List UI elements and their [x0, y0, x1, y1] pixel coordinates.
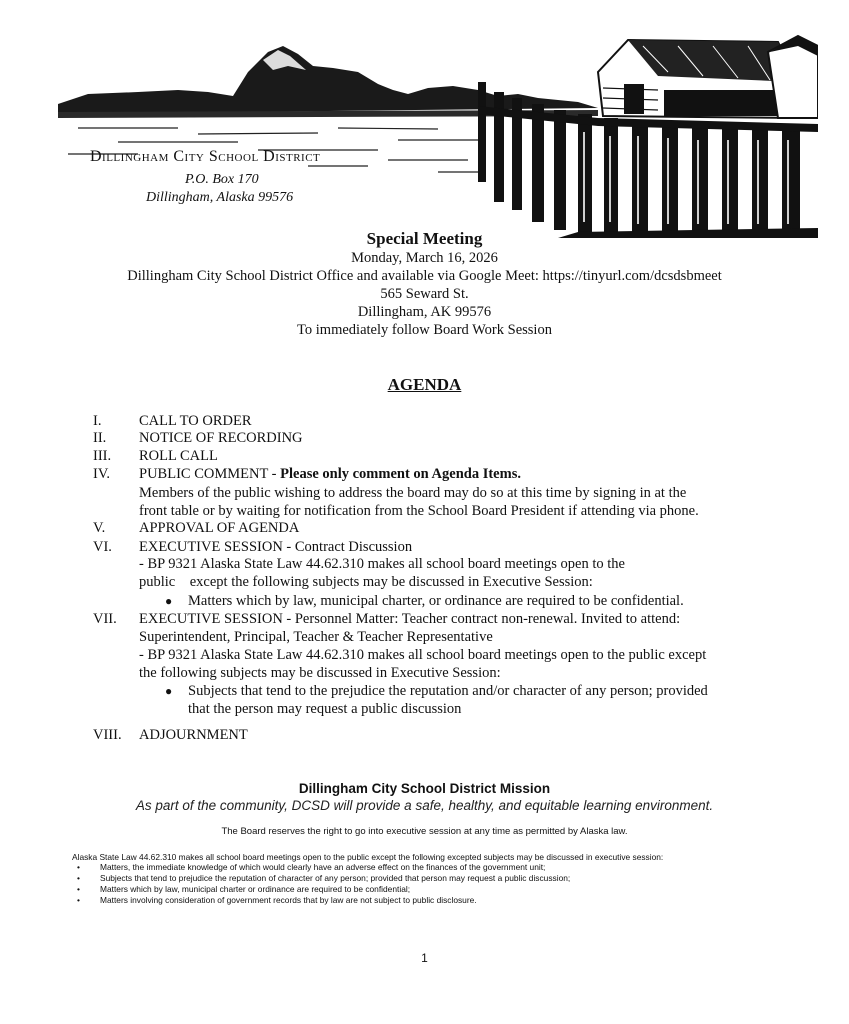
law-item-2: Subjects that tend to prejudice the reputation of character of any person; provided that person may request a public discussion; — [100, 873, 571, 883]
bullet-icon: • — [77, 873, 80, 883]
law-intro: Alaska State Law 44.62.310 makes all school board meetings open to the public except the following excepted subjects may be discussed in executive session: — [72, 852, 664, 862]
executive-session-law-2: public except the following subjects may be discussed in Executive Session: — [139, 574, 593, 590]
meeting-date: Monday, March 16, 2026 — [351, 250, 498, 266]
agenda-item-approval-of-agenda: APPROVAL OF AGENDA — [139, 520, 300, 536]
meeting-street: 565 Seward St. — [380, 286, 469, 302]
agenda-item-number: IV. — [93, 466, 111, 482]
agenda-item-executive-session-personnel: EXECUTIVE SESSION - Personnel Matter: Teacher contract non-renewal. Invited to attend: — [139, 611, 681, 627]
personnel-law-1: - BP 9321 Alaska State Law 44.62.310 makes all school board meetings open to the public except — [139, 647, 707, 663]
personnel-bullet-line-1: Subjects that tend to the prejudice the reputation and/or character of any person; provided — [188, 683, 708, 699]
address-line-1: P.O. Box 170 — [185, 172, 259, 187]
executive-session-reservation: The Board reserves the right to go into executive session at any time as permitted by Alaska law. — [221, 826, 628, 837]
meeting-city: Dillingham, AK 99576 — [357, 304, 492, 320]
personnel-law-2: the following subjects may be discussed in Executive Session: — [139, 665, 501, 681]
personnel-invitees: Superintendent, Principal, Teacher & Teacher Representative — [139, 629, 493, 645]
agenda-item-number: I. — [93, 413, 102, 429]
bullet-icon: • — [77, 862, 80, 872]
agenda-item-notice-of-recording: NOTICE OF RECORDING — [139, 430, 303, 446]
meeting-timing: To immediately follow Board Work Session — [297, 322, 552, 338]
page-number: 1 — [421, 951, 428, 965]
bullet-icon: • — [77, 884, 80, 894]
public-comment-instructions-1: Members of the public wishing to address the board may do so at this time by signing in at the — [139, 485, 687, 501]
district-name: Dillingham City School District — [90, 148, 321, 165]
address-line-2: Dillingham, Alaska 99576 — [146, 190, 294, 205]
law-item-3: Matters which by law, municipal charter or ordinance are required to be confidential; — [100, 884, 411, 894]
public-comment-instructions-2: front table or by waiting for notification from the School Board President if attending via phone. — [139, 503, 699, 519]
meeting-title: Special Meeting — [366, 229, 483, 248]
mission-statement: As part of the community, DCSD will provide a safe, healthy, and equitable learning environment. — [135, 798, 714, 813]
agenda-item-number: VI. — [93, 539, 112, 555]
executive-session-bullet-confidential: Matters which by law, municipal charter, or ordinance are required to be confidential. — [188, 593, 684, 609]
agenda-item-adjournment: ADJOURNMENT — [139, 727, 248, 743]
public-comment-note: Please only comment on Agenda Items. — [280, 466, 521, 482]
mission-heading: Dillingham City School District Mission — [298, 781, 551, 796]
agenda-item-number: VIII. — [93, 727, 122, 743]
public-comment-label: PUBLIC COMMENT - — [139, 466, 281, 482]
agenda-item-public-comment — [139, 466, 521, 483]
agenda-item-executive-session-contract: EXECUTIVE SESSION - Contract Discussion — [139, 539, 413, 555]
executive-session-law-1: - BP 9321 Alaska State Law 44.62.310 makes all school board meetings open to the — [139, 556, 625, 572]
bullet-icon: ● — [165, 684, 173, 698]
agenda-item-number: V. — [93, 520, 106, 536]
agenda-item-number: VII. — [93, 611, 117, 627]
personnel-bullet-line-2: that the person may request a public discussion — [188, 701, 462, 717]
agenda-heading: AGENDA — [387, 375, 462, 394]
law-item-1: Matters, the immediate knowledge of which would clearly have an adverse effect on the finances of the government unit; — [100, 862, 546, 872]
law-item-4: Matters involving consideration of government records that by law are not subject to public disclosure. — [100, 895, 477, 905]
bullet-icon: • — [77, 895, 80, 905]
agenda-item-number: II. — [93, 430, 107, 446]
meeting-location: Dillingham City School District Office and available via Google Meet: https://tinyurl.com/dcsdsbmeet — [127, 268, 722, 284]
harbor-illustration — [58, 32, 818, 238]
agenda-item-call-to-order: CALL TO ORDER — [139, 413, 252, 429]
agenda-item-roll-call: ROLL CALL — [139, 448, 218, 464]
agenda-item-number: III. — [93, 448, 112, 464]
bullet-icon: ● — [165, 594, 173, 608]
